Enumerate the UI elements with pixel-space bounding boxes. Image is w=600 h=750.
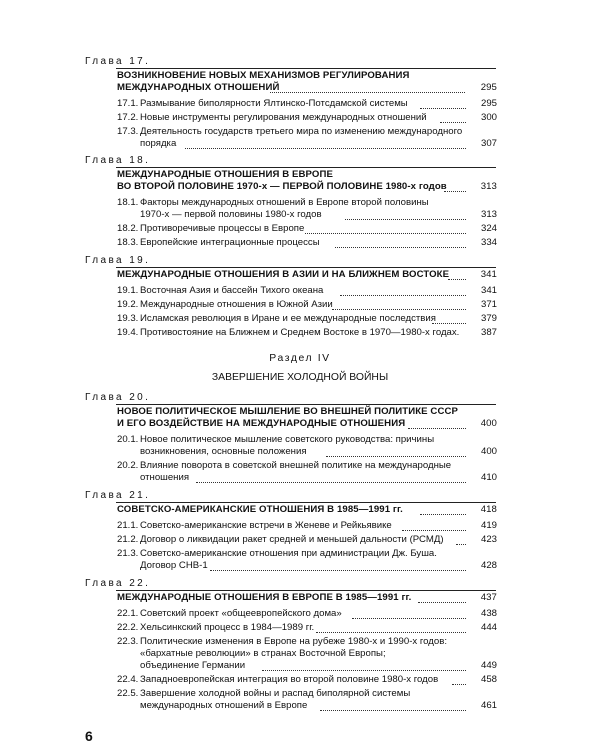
dot-leader bbox=[320, 710, 466, 711]
dot-leader bbox=[432, 323, 466, 324]
dot-leader bbox=[402, 530, 466, 531]
page-ref: 313 bbox=[480, 181, 497, 192]
chapter-rule bbox=[116, 167, 496, 168]
dot-leader bbox=[345, 219, 466, 220]
page-ref: 341 bbox=[480, 269, 497, 280]
chapter-rule bbox=[116, 267, 496, 268]
section-title: ЗАВЕРШЕНИЕ ХОЛОДНОЙ ВОЙНЫ bbox=[211, 372, 389, 383]
page-ref: 418 bbox=[480, 504, 497, 515]
page-ref: 438 bbox=[480, 608, 497, 619]
page-ref: 334 bbox=[480, 237, 497, 248]
page-ref: 428 bbox=[480, 560, 497, 571]
page-ref: 379 bbox=[480, 313, 497, 324]
dot-leader bbox=[408, 428, 466, 429]
dot-leader bbox=[456, 544, 466, 545]
dot-leader bbox=[444, 191, 466, 192]
chapter-rule bbox=[116, 502, 496, 503]
dot-leader bbox=[420, 108, 466, 109]
chapter-label: Глава 19. bbox=[85, 255, 151, 266]
page-ref: 423 bbox=[480, 534, 497, 545]
page-ref: 341 bbox=[480, 285, 497, 296]
chapter-rule bbox=[116, 590, 496, 591]
page-ref: 313 bbox=[480, 209, 497, 220]
chapter-label: Глава 22. bbox=[85, 578, 151, 589]
page-ref: 437 bbox=[480, 592, 497, 603]
page-ref: 410 bbox=[480, 472, 497, 483]
dot-leader bbox=[210, 570, 466, 571]
dot-leader bbox=[340, 295, 466, 296]
dot-leader bbox=[448, 279, 466, 280]
page-ref: 371 bbox=[480, 299, 497, 310]
dot-leader bbox=[185, 148, 466, 149]
dot-leader bbox=[316, 632, 466, 633]
dot-leader bbox=[418, 602, 466, 603]
dot-leader bbox=[352, 618, 466, 619]
dot-leader bbox=[420, 514, 466, 515]
chapter-rule bbox=[116, 68, 496, 69]
page-ref: 419 bbox=[480, 520, 497, 531]
dot-leader bbox=[196, 482, 466, 483]
toc-page: Глава 17. ВОЗНИКНОВЕНИЕ НОВЫХ МЕХАНИЗМОВ РЕГУЛИРОВАНИЯ МЕЖДУНАРОДНЫХ ОТНОШЕНИЙ 295 17.1. Размывание биполярности Ялтинско-Потсдамской системы 295 17.2. Новые инструменты регулирования международных отношений 300 17.3. Деятельность государств третьего мира по изменению международного порядка 307 Глава 18. МЕЖДУНАРОДНЫЕ ОТНОШЕНИЯ В ЕВРОПЕ ВО ВТОРОЙ ПОЛОВИНЕ 1970-х — ПЕРВОЙ ПОЛОВИНЕ 1980-х годов 313 18.1. Факторы международных отношений в Европе второй половины 1970-х — первой половины 1980-х годов 313 18.2. Противоречивые процессы в Европе 324 18.3. Европейские интеграционные процессы 334 Глава 19. МЕЖДУНАРОДНЫЕ ОТНОШЕНИЯ В АЗИИ И НА БЛИЖНЕМ ВОСТОКЕ 341 19.1. Восточная Азия и бассейн Тихого океана 341 19.2. Международные отношения в Южной Азии 371 19.3. Исламская революция в Иране и ее международные последствия 379 19.4. Противостояние на Ближнем и Среднем Востоке в 1970—1980-х годах. 387 Раздел IV ЗАВЕРШЕНИЕ ХОЛОДНОЙ ВОЙНЫ Глава 20. НОВОЕ ПОЛИТИЧЕСКОЕ МЫШЛЕНИЕ ВО ВНЕШНЕЙ ПОЛИТИКЕ СССР И ЕГО ВОЗДЕЙСТВИЕ НА МЕЖДУНАРОДНЫЕ ОТНОШЕНИЯ 400 20.1. Новое политическое мышление советского руководства: причины возникновения, основные положения 400 20.2. Влияние поворота в советской внешней политике на международные отношения 410 Глава 21. СОВЕТСКО-АМЕРИКАНСКИЕ ОТНОШЕНИЯ В 1985—1991 гг. 418 21.1. Советско-американские встречи в Женеве и Рейкьявике 419 21.2. Договор о ликвидации ракет средней и меньшей дальности (РСМД) 423 21.3. Советско-американские отношения при администрации Дж. Буша. Договор СНВ-1 428 Глава 22. МЕЖДУНАРОДНЫЕ ОТНОШЕНИЯ В ЕВРОПЕ В 1985—1991 гг. 437 22.1. Советский проект «общеевропейского дома» 438 22.2. Хельсинкский процесс в 1984—1989 гг. 444 22.3. Политические изменения в Европе на рубеже 1980-х и 1990-х годов: «бархатные революции» в странах Восточной Европы; объединение Германии 449 22.4. Западноевропейская интеграция во второй половине 1980-х годов 458 22.5. Завершение холодной войны и распад биполярной системы международных отношений в Европе 461 6 bbox=[0, 0, 600, 750]
chapter-label: Глава 21. bbox=[85, 490, 151, 501]
dot-leader bbox=[440, 122, 466, 123]
chapter-rule bbox=[116, 404, 496, 405]
dot-leader bbox=[452, 684, 466, 685]
page-number: 6 bbox=[85, 728, 93, 744]
page-ref: 444 bbox=[480, 622, 497, 633]
page-ref: 449 bbox=[480, 660, 497, 671]
dot-leader bbox=[262, 670, 466, 671]
dot-leader bbox=[335, 247, 466, 248]
page-ref: 307 bbox=[480, 138, 497, 149]
page-ref: 461 bbox=[480, 700, 497, 711]
dot-leader bbox=[326, 456, 466, 457]
page-ref: 400 bbox=[480, 446, 497, 457]
page-ref: 295 bbox=[480, 82, 497, 93]
page-ref: 324 bbox=[480, 223, 497, 234]
page-ref: 387 bbox=[480, 327, 497, 338]
chapter-label: Глава 17. bbox=[85, 56, 151, 67]
page-ref: 400 bbox=[480, 418, 497, 429]
chapter-label: Глава 20. bbox=[85, 392, 151, 403]
page-ref: 458 bbox=[480, 674, 497, 685]
dot-leader bbox=[270, 92, 465, 93]
dot-leader bbox=[332, 309, 466, 310]
chapter-label: Глава 18. bbox=[85, 155, 151, 166]
dot-leader bbox=[305, 233, 466, 234]
page-ref: 295 bbox=[480, 98, 497, 109]
section-label: Раздел IV bbox=[269, 353, 331, 364]
page-ref: 300 bbox=[480, 112, 497, 123]
